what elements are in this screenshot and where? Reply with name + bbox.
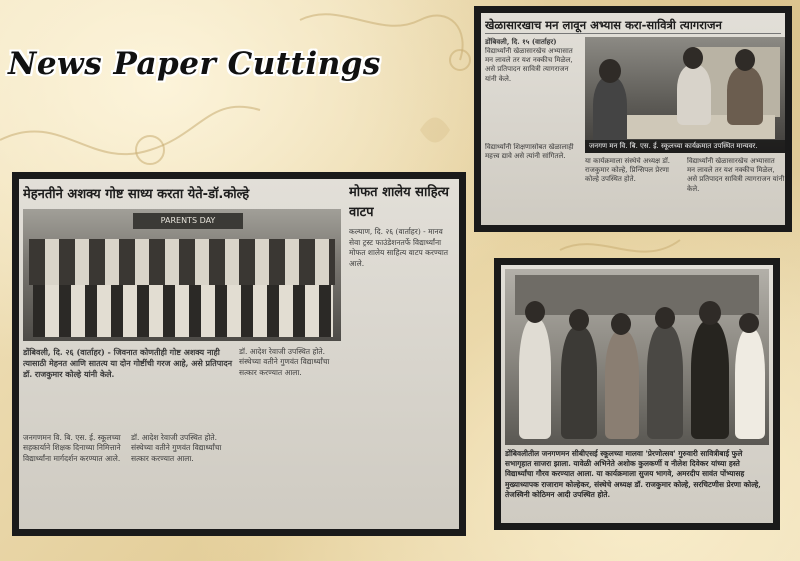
photo-person-head [735, 49, 755, 71]
photo-group-back-row [29, 239, 335, 285]
photo-person [677, 65, 711, 125]
photo-person [691, 321, 729, 439]
photo-person [727, 67, 763, 125]
clipping-photo [585, 37, 785, 153]
clipping-photo [505, 269, 769, 445]
clipping-dateline: डोंबिवली, दि. १५ (वार्ताहर) [485, 37, 557, 46]
newspaper-clipping-bottom-right[interactable] [494, 258, 780, 530]
clipping-column-bottom-right: विद्यार्थ्यांनी खेळासारखेच अभ्यासात मन लावले तर यश नक्कीच मिळेल, असे प्रतिपादन सावित्री त्यागराजन यांनी केले. [687, 157, 785, 193]
clipping-side-column: कल्याण, दि. २६ (वार्ताहर) - मानव सेवा ट्रस्ट फाउंडेशनतर्फे विद्यार्थ्यांना मोफत शालेय साहित्य वाटप करण्यात आले. [349, 227, 449, 268]
photo-person-head [599, 59, 621, 83]
clipping-column-bottom-left: विद्यार्थ्यांनी शिक्षणासोबत खेळालाही महत्त्व द्यावे असे त्यांनी सांगितले. [485, 143, 574, 161]
clipping-column-2: जनगणमन वि. बि. एस. ई. स्कूलच्या सहकार्याने शिक्षक दिनाच्या निमित्ताने विद्यार्थ्यांना मार्गदर्शन करण्यात आले. [23, 433, 121, 463]
photo-person-head [611, 313, 631, 335]
photo-person-head [655, 307, 675, 329]
newspaper-clipping-main[interactable] [12, 172, 466, 536]
clipping-paper [501, 265, 773, 523]
clipping-column-left: विद्यार्थ्यांनी खेळासारखेच अभ्यासात मन लावले तर यश नक्कीच मिळेल, असे प्रतिपादन सावित्री त्यागराजन यांनी केले. [485, 47, 573, 83]
clipping-column-1: डोंबिवली, दि. २६ (वार्ताहर) - जिवनात कोणतीही गोष्ट अशक्य नाही त्यासाठी मेहनत आणि सातत्य या दोन गोष्टींची गरज आहे, असे प्रतिपादन डॉ. राजकुमार कोल्हे यांनी केले. [23, 347, 233, 379]
photo-person-head [569, 309, 589, 331]
photo-backdrop [515, 275, 759, 315]
clipping-photo [23, 209, 341, 341]
photo-person-head [683, 47, 703, 69]
photo-person-head [525, 301, 545, 323]
clipping-headline: खेळासारखाच मन लावून अभ्यास करा-सावित्री त्यागराजन [485, 17, 781, 34]
clipping-column-3: डॉ. आदेश रेवाजी उपस्थित होते. संस्थेच्या वतीने गुणवंत विद्यार्थ्यांचा सत्कार करण्यात आला. [239, 347, 330, 377]
clipping-column-bottom-mid: या कार्यक्रमाला संस्थेचे अध्यक्ष डॉ. राजकुमार कोल्हे, प्रिन्सिपल प्रेरणा कोल्हे उपस्थित होते. [585, 157, 671, 184]
photo-person [647, 325, 683, 439]
photo-person [735, 329, 765, 439]
photo-person [593, 77, 627, 147]
photo-person [605, 331, 639, 439]
page-title: News Paper Cuttings [8, 46, 381, 82]
photo-group-front-row [33, 285, 333, 337]
newspaper-clipping-top-right[interactable] [474, 6, 792, 232]
clipping-paper [481, 13, 785, 225]
photo-person-head [699, 301, 721, 325]
photo-person [561, 327, 597, 439]
clipping-column-2b: डॉ. आदेश रेवाजी उपस्थित होते. संस्थेच्या वतीने गुणवंत विद्यार्थ्यांचा सत्कार करण्यात आला. [131, 433, 222, 463]
clipping-headline: मेहनतीने अशक्य गोष्ट साध्य करता येते-डॉ.कोल्हे [23, 187, 250, 202]
photo-person-head [739, 313, 759, 333]
photo-person [519, 319, 551, 439]
clipping-paper [19, 179, 459, 529]
clipping-photo-caption: जनगण मन वि. बि. एस. ई. स्कूलच्या कार्यक्रमात उपस्थित मान्यवर. [585, 140, 785, 153]
clipping-side-headline: मोफत शालेय साहित्य वाटप [349, 185, 449, 220]
clipping-caption: डोंबिवलीतील जनगणमन सीबीएसई स्कूलच्या मालवा 'प्रेरणोत्सव' गुरुवारी सावित्रीबाई फुले सभागृहात साजरा झाला. यावेळी अभिनेते अशोक कुलकर्णी व नीलेश दिवेकर यांच्या हस्ते विद्यार्थ्यांचा गौरव करण्यात आला. या कार्यक्रमाला सुजय भागवे, अमरदीप सावंत पोंभ्यासह मुख्याध्यापक राजाराम कोल्हेकर, संस्थेचे अध्यक्ष डॉ. राजकुमार कोल्हे, सरचिटणीस प्रेरणा कोल्हे, तेजस्विनी कोठिमन आदी उपस्थित होते. [505, 449, 761, 499]
photo-banner: PARENTS DAY [133, 213, 243, 229]
